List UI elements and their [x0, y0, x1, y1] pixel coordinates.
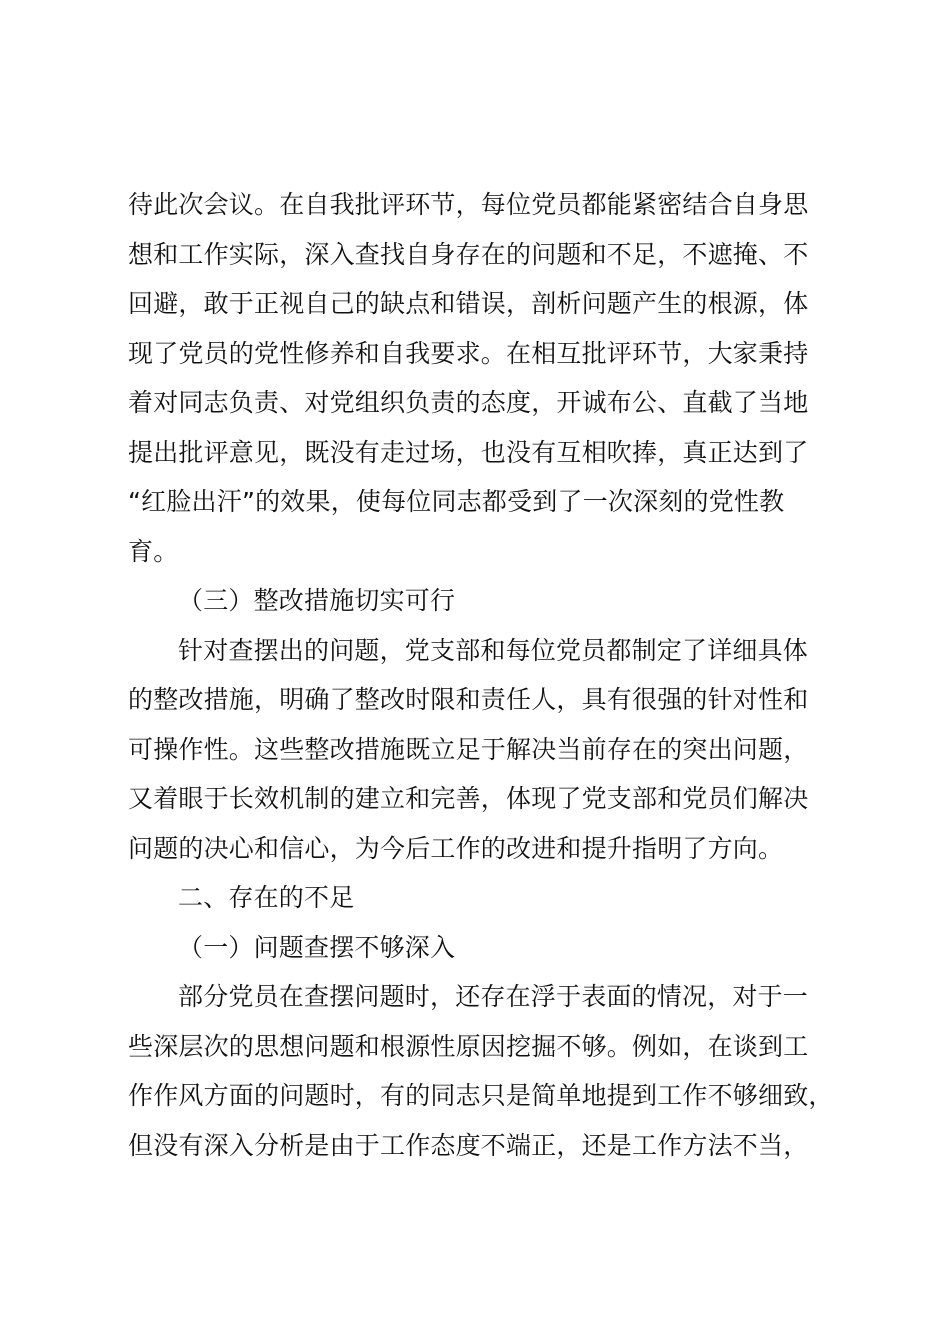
text-line: 着对同志负责、对党组织负责的态度，开诚布公、直截了当地 [128, 388, 809, 417]
text-line: 回避，敢于正视自己的缺点和错误，剖析问题产生的根源，体 [128, 289, 809, 318]
text-line: 提出批评意见，既没有走过场，也没有互相吹捧，真正达到了 [128, 437, 809, 467]
paragraph-start: 针对查摆出的问题，党支部和每位党员都制定了详细具体 [178, 635, 809, 665]
section-heading-3: （三）整改措施切实可行 [178, 586, 456, 615]
text-line: 又着眼于长效机制的建立和完善，体现了党支部和党员们解决 [128, 784, 809, 813]
text-line: 现了党员的党性修养和自我要求。在相互批评环节，大家秉持 [128, 338, 809, 368]
text-line: 作作风方面的问题时，有的同志只是简单地提到工作不够细致， [128, 1081, 834, 1110]
text-line: 想和工作实际，深入查找自身存在的问题和不足，不遮掩、不 [128, 239, 809, 269]
text-line: 问题的决心和信心，为今后工作的改进和提升指明了方向。 [128, 833, 784, 863]
text-line: 些深层次的思想问题和根源性原因挖掘不够。例如，在谈到工 [128, 1031, 809, 1061]
text-line: 待此次会议。在自我批评环节，每位党员都能紧密结合自身思 [128, 190, 809, 219]
text-line: 但没有深入分析是由于工作态度不端正，还是工作方法不当， [128, 1130, 809, 1160]
section-heading-1: （一）问题查摆不够深入 [178, 932, 456, 962]
text-line: 可操作性。这些整改措施既立足于解决当前存在的突出问题， [128, 734, 809, 764]
text-line: “红脸出汗”的效果，使每位同志都受到了一次深刻的党性教 [128, 487, 785, 516]
text-line: 的整改措施，明确了整改时限和责任人，具有很强的针对性和 [128, 685, 809, 714]
body-text [128, 180, 838, 1170]
chapter-heading-2: 二、存在的不足 [178, 883, 355, 912]
text-line: 育。 [128, 536, 179, 566]
paragraph-start: 部分党员在查摆问题时，还存在浮于表面的情况，对于一 [178, 982, 809, 1011]
